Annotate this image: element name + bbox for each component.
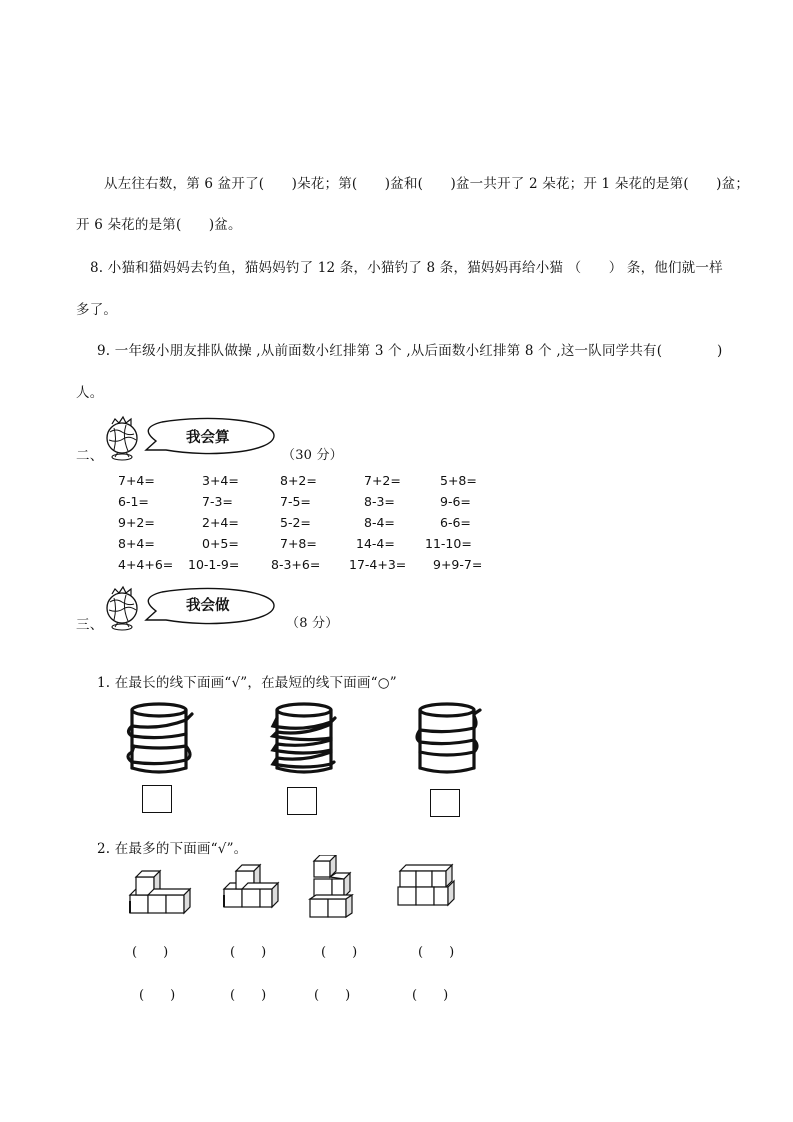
answer-parenthesis-row2-2[interactable]: ( ) [230,988,267,1003]
answer-parenthesis-row1-4[interactable]: ( ) [418,945,455,960]
math-item: 8-4= [364,515,395,530]
section-2-number: 二、 [76,448,104,464]
math-row-5 [0,557,793,575]
math-item: 6-1= [118,494,149,509]
answer-box-1[interactable] [142,785,172,813]
cube-stack-1 [130,871,190,913]
math-item: 14-4= [356,536,395,551]
math-item: 9+9-7= [433,557,483,572]
answer-parenthesis-row1-1[interactable]: ( ) [132,945,169,960]
cube-stack-4 [398,865,454,905]
math-item: 8+2= [280,473,317,488]
math-item: 8+4= [118,536,155,551]
cylinder-wrapped-line-1 [128,704,192,772]
math-item: 7-5= [280,494,311,509]
math-item: 10-1-9= [188,557,240,572]
math-item: 8-3+6= [271,557,321,572]
q9-line-2: 人。 [76,385,104,401]
q8-line-2: 多了。 [76,302,118,318]
globe-mascot-icon [107,417,137,460]
section-3-number: 三、 [76,617,104,633]
math-item: 0+5= [202,536,239,551]
section-2-score: （30 分） [282,448,343,463]
math-item: 7+8= [280,536,317,551]
answer-parenthesis-row1-3[interactable]: ( ) [321,945,358,960]
answer-box-3[interactable] [430,789,460,817]
math-item: 7+4= [118,473,155,488]
wrapped-cylinders-figure [120,700,500,780]
q7-line-2: 开 6 朵花的是第( )盆。 [76,217,242,233]
cube-stack-3 [310,855,352,917]
cube-stacks-figure [120,855,470,920]
math-item: 7+2= [364,473,401,488]
answer-box-2[interactable] [287,787,317,815]
answer-parenthesis-row1-2[interactable]: ( ) [230,945,267,960]
math-item: 5-2= [280,515,311,530]
q9-line-1: 9. 一年级小朋友排队做操 ,从前面数小红排第 3 个 ,从后面数小红排第 8 个 ,这一队同学共有( ) [97,343,723,359]
math-row-4 [0,536,793,554]
answer-parenthesis-row2-1[interactable]: ( ) [139,988,176,1003]
answer-parenthesis-row2-4[interactable]: ( ) [412,988,449,1003]
math-row-3 [0,515,793,533]
math-item: 11-10= [425,536,472,551]
q8-line-1: 8. 小猫和猫妈妈去钓鱼，猫妈妈钓了 12 条，小猫钓了 8 条，猫妈妈再给小猫 （ ） 条，他们就一样 [90,260,723,276]
section-3-q1-text: 1. 在最长的线下面画“√”，在最短的线下面画“○” [97,675,397,691]
cylinder-wrapped-line-3 [417,704,480,772]
cylinder-wrapped-line-2 [273,704,335,772]
section-3-score: （8 分） [286,616,339,631]
cube-stack-2 [224,865,278,907]
math-item: 5+8= [440,473,477,488]
math-item: 3+4= [202,473,239,488]
math-item: 6-6= [440,515,471,530]
math-row-1 [0,473,793,491]
math-item: 9+2= [118,515,155,530]
answer-parenthesis-row2-3[interactable]: ( ) [314,988,351,1003]
math-item: 9-6= [440,494,471,509]
math-item: 4+4+6= [118,557,174,572]
section-3-bubble-label: 我会做 [186,598,230,614]
math-item: 2+4= [202,515,239,530]
math-item: 8-3= [364,494,395,509]
math-item: 7-3= [202,494,233,509]
math-item: 17-4+3= [349,557,407,572]
globe-mascot-icon [107,587,137,630]
section-3-q2-text: 2. 在最多的下面画“√”。 [97,841,248,857]
section-2-bubble-label: 我会算 [186,430,230,446]
q7-line-1: 从左往右数，第 6 盆开了( )朵花；第( )盆和( )盆一共开了 2 朵花；开 1 朵花的是第( )盆； [104,176,750,192]
math-row-2 [0,494,793,512]
